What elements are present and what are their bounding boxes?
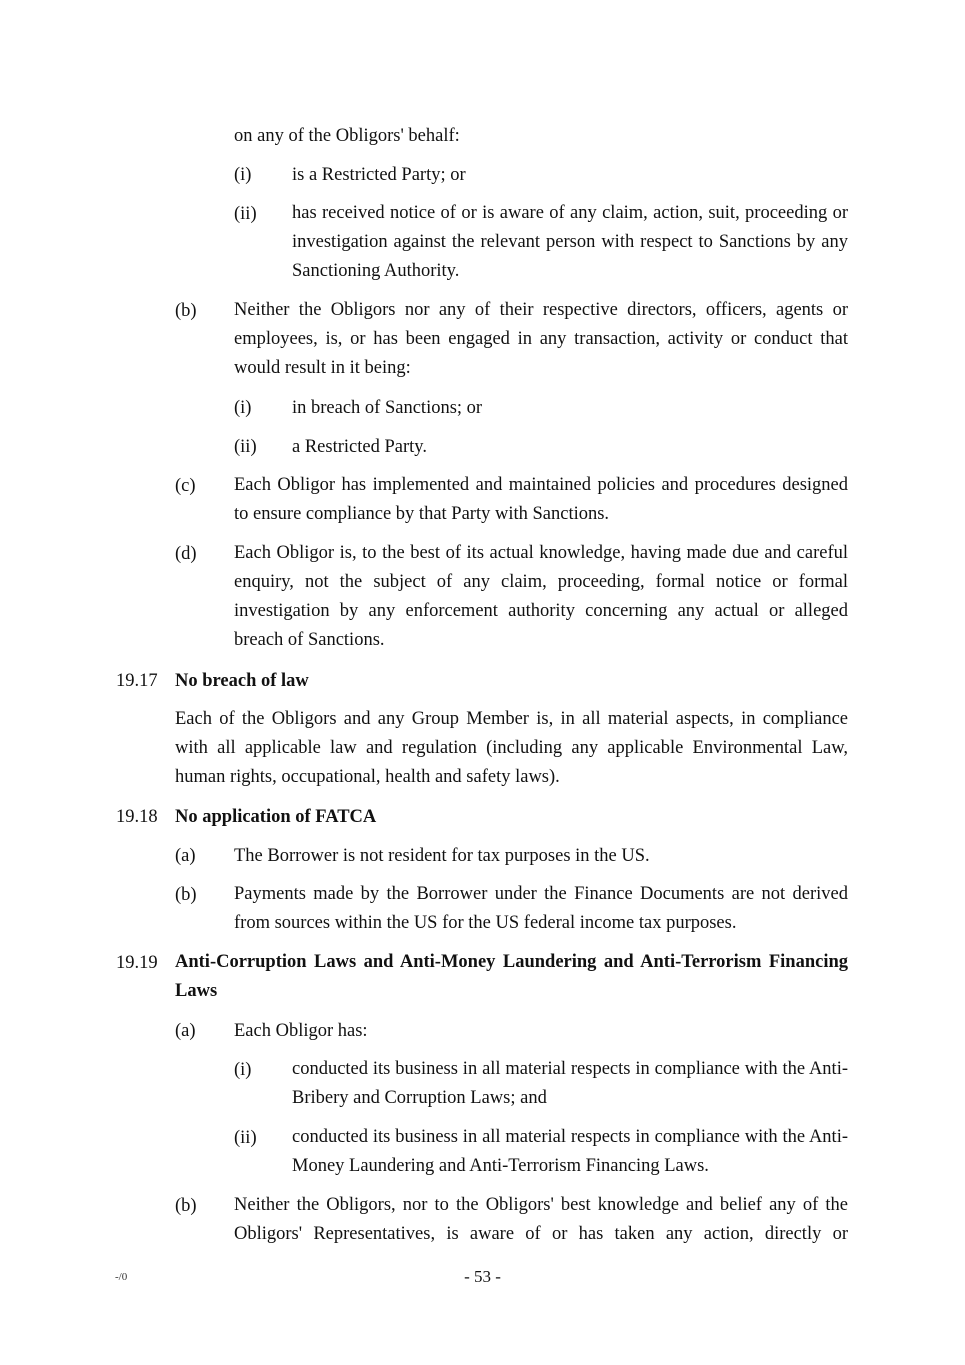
subclause-text: conducted its business in all material respects in compliance with the Anti-Bribery and Corruption Laws; and — [292, 1059, 848, 1108]
section-number: 19.19 — [116, 953, 158, 973]
subclause-text: a Restricted Party. — [292, 437, 427, 457]
section-heading: Anti-Corruption Laws and Anti-Money Laundering and Anti-Terrorism Financing Laws — [175, 952, 848, 1001]
subclause-label: (ii) — [234, 1128, 257, 1148]
clause-text: Neither the Obligors nor any of their respective directors, officers, agents or employees, is, or has been engaged in any transaction, activity or conduct that would result in it being: — [234, 300, 848, 378]
clause-label: (d) — [175, 544, 197, 564]
clause-text: Neither the Obligors, nor to the Obligors' best knowledge and belief any of the Obligors' Representatives, is aware of or has taken any action, directly or — [234, 1195, 848, 1244]
section-number: 19.17 — [116, 671, 158, 691]
clause-text: Each Obligor is, to the best of its actual knowledge, having made due and careful enquiry, not the subject of any claim, proceeding, formal notice or formal investigation by any enforcement authority concerning any actual or alleged breach of Sanctions. — [234, 543, 848, 650]
clause-label: (b) — [175, 885, 197, 905]
clause-text: The Borrower is not resident for tax purposes in the US. — [234, 846, 650, 866]
section-number: 19.18 — [116, 807, 158, 827]
clause-label: (b) — [175, 1196, 197, 1216]
section-heading: No application of FATCA — [175, 807, 377, 827]
section-heading: No breach of law — [175, 671, 309, 691]
clause-intro-text: on any of the Obligors' behalf: — [234, 126, 460, 146]
clause-text: Each Obligor has: — [234, 1021, 368, 1041]
clause-text: Each Obligor has implemented and maintained policies and procedures designed to ensure compliance by that Party with Sanctions. — [234, 475, 848, 524]
subclause-label: (i) — [234, 398, 252, 418]
subclause-text: in breach of Sanctions; or — [292, 398, 483, 418]
clause-label: (a) — [175, 1021, 196, 1041]
section-body: Each of the Obligors and any Group Member is, in all material aspects, in compliance with all applicable law and regulation (including any applicable Environmental Law, human rights, occupational, health and safety laws). — [175, 709, 848, 787]
subclause-text: conducted its business in all material respects in compliance with the Anti-Money Laundering and Anti-Terrorism Financing Laws. — [292, 1127, 848, 1176]
footer-reference-mark: -/0 — [115, 1271, 128, 1283]
subclause-label: (i) — [234, 165, 252, 185]
page-number: - 53 - — [464, 1267, 501, 1286]
subclause-label: (ii) — [234, 204, 257, 224]
subclause-label: (i) — [234, 1060, 252, 1080]
subclause-text: is a Restricted Party; or — [292, 165, 466, 185]
clause-text: Payments made by the Borrower under the Finance Documents are not derived from sources within the US for the US federal income tax purposes. — [234, 884, 848, 933]
clause-label: (b) — [175, 301, 197, 321]
clause-label: (a) — [175, 846, 196, 866]
subclause-label: (ii) — [234, 437, 257, 457]
clause-label: (c) — [175, 476, 196, 496]
subclause-text: has received notice of or is aware of any claim, action, suit, proceeding or investigation against the relevant person with respect to Sanctions by any Sanctioning Authority. — [292, 203, 848, 281]
